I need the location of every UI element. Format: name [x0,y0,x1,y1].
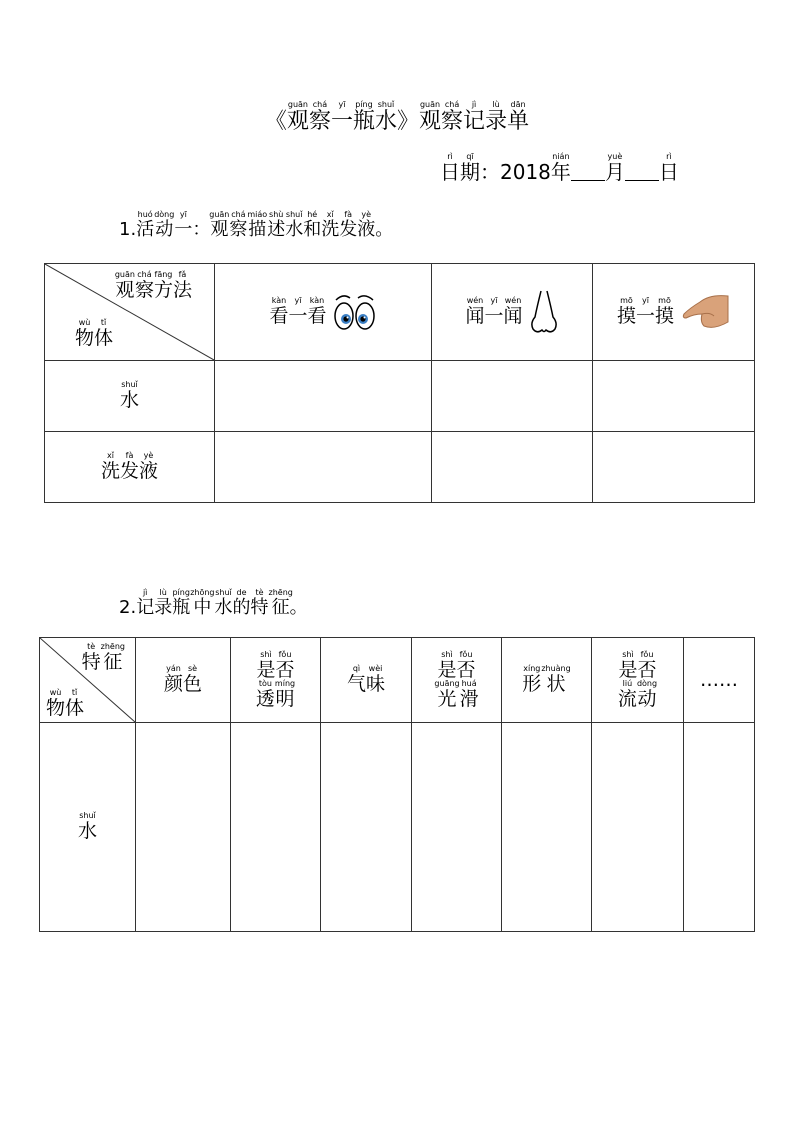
col-shape: 形xíng状zhuàng [502,638,592,723]
table2-header-row [40,638,755,723]
method-look-cell [215,264,432,361]
water-shape-cell[interactable] [502,723,592,932]
title-part1: 观guān察chá一yī瓶píng水shuǐ [286,100,397,134]
section2-heading: 2.记jì录lù瓶píng中zhōng水shuǐ的de特tè征zhēng。 [119,588,308,618]
section1-heading: 1.活huó动dòng一yī：观guān察chá描miáo述shù水shuǐ和hé洗xǐ发fà液yè。 [119,210,394,240]
shampoo-smell-cell[interactable] [432,432,593,503]
table1-header-row [45,264,755,361]
date-line: 日rì期qī：2018年nián月yuè日rì [440,152,679,184]
method-touch-cell [593,264,755,361]
section2-text: 记jì录lù瓶píng中zhōng水shuǐ的de特tè征zhēng [136,588,293,618]
col-color: 颜yán色sè [136,638,231,723]
row-water-label: 水shuǐ [40,723,136,932]
shampoo-touch-cell[interactable] [593,432,755,503]
water-touch-cell[interactable] [593,361,755,432]
col-flow: 是shì否fǒu 流liú动dòng [592,638,684,723]
table-row [45,432,755,503]
month-char: 月yuè [604,152,625,184]
features-table [39,637,755,932]
water-smell-cell[interactable] [432,361,593,432]
corner-feature-label: 特tè征zhēng [81,642,125,673]
day-char: 日rì [658,152,679,184]
row-water-label: 水shuǐ [45,361,215,432]
nose-icon [529,289,559,335]
year-char: 年nián [550,152,571,184]
water-more-cell[interactable] [684,723,755,932]
water-color-cell[interactable] [136,723,231,932]
method-smell-cell [432,264,593,361]
month-blank[interactable] [571,162,605,181]
section1-label: 活huó动dòng一yī [136,210,193,240]
hand-icon [680,292,730,332]
section1-text: 观guān察chá描miáo述shù水shuǐ和hé洗xǐ发fà液yè [209,210,376,240]
observation-table [44,263,755,503]
day-blank[interactable] [625,162,659,181]
method-smell-label: 闻wén一yī闻wén [465,296,523,327]
table2-corner-cell [40,638,136,723]
water-smell-cell[interactable] [321,723,412,932]
row-shampoo-label: 洗xǐ发fà液yè [45,432,215,503]
corner-object-label: 物wù体tǐ [75,318,114,349]
corner-method-label: 观guān察chá方fāng法fǎ [114,270,192,301]
table1-corner-cell [45,264,215,361]
table-row [40,723,755,932]
method-touch-label: 摸mō一yī摸mō [616,296,675,327]
shampoo-look-cell[interactable] [215,432,432,503]
water-smooth-cell[interactable] [412,723,502,932]
water-flow-cell[interactable] [592,723,684,932]
corner-object-label: 物wù体tǐ [46,688,85,719]
title-part2: 观guān察chá记jì录lù单dān [419,100,530,134]
water-transparent-cell[interactable] [231,723,321,932]
date-label: 日rì期qī [440,152,480,184]
page-title: 《观guān察chá一yī瓶píng水shuǐ》观guān察chá记jì录lù单dān [264,100,530,134]
col-more: …… [684,638,755,723]
col-smell: 气qì味wèi [321,638,412,723]
col-transparent: 是shì否fǒu 透tòu明míng [231,638,321,723]
method-look-label: 看kàn一yī看kàn [269,296,327,327]
water-look-cell[interactable] [215,361,432,432]
table-row [45,361,755,432]
date-year: 2018 [500,160,551,184]
eyes-icon [333,292,377,332]
col-smooth: 是shì否fǒu 光guāng滑huá [412,638,502,723]
